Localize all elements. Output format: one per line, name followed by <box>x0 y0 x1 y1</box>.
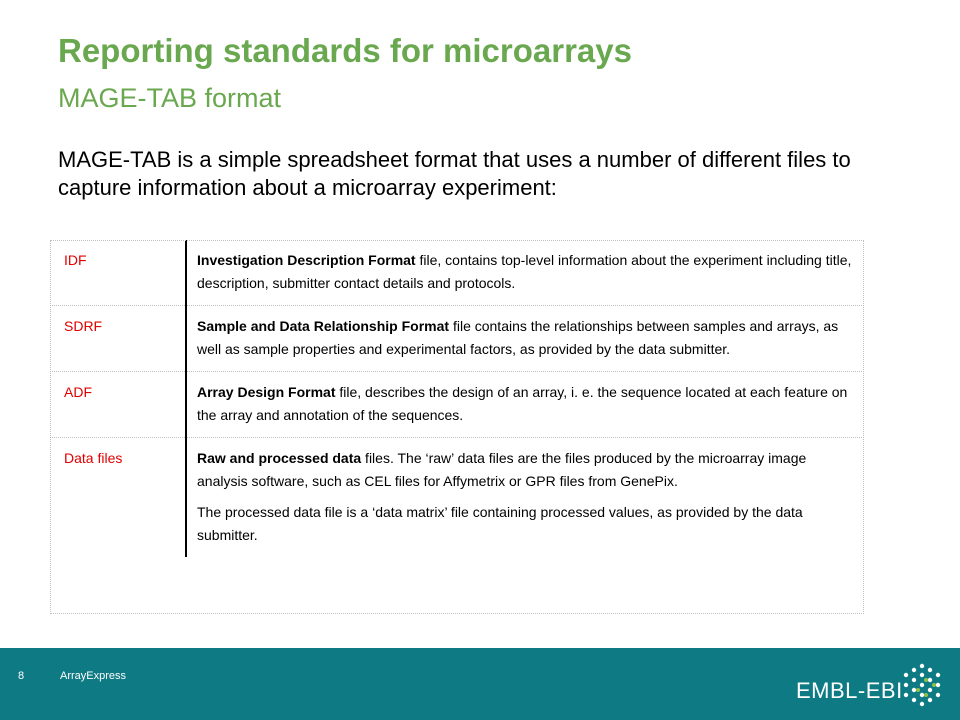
row-term: Sample and Data Relationship Format <box>197 318 450 334</box>
table-row <box>50 240 862 306</box>
logo-text: EMBL-EBI <box>796 678 903 703</box>
row-key: IDF <box>50 240 186 306</box>
table-row <box>50 372 862 438</box>
footer-label: ArrayExpress <box>60 670 127 682</box>
footer-bar <box>0 648 960 720</box>
row-term: Investigation Description Format <box>197 252 416 268</box>
row-description <box>186 240 862 306</box>
row-key: Data files <box>50 438 186 558</box>
row-description <box>186 438 862 558</box>
row-text: file, describes the design of an array, i. e. the sequence located at each feature on the array and annotation of the sequences. <box>197 384 848 423</box>
row-text: files. The ‘raw’ data files are the files produced by the microarray image analysis software, such as CEL files for Affymetrix or GPR files from GenePix. <box>197 450 807 489</box>
row-text: file contains the relationships between samples and arrays, as well as sample properties and experimental factors, as provided by the data submitter. <box>197 318 839 357</box>
embl-ebi-logo-icon <box>902 662 942 708</box>
row-term: Raw and processed data <box>197 450 362 466</box>
row-description <box>186 372 862 438</box>
table-row <box>50 438 862 558</box>
page-number: 8 <box>18 670 25 682</box>
table-row <box>50 306 862 372</box>
row-term: Array Design Format <box>197 384 336 400</box>
mage-tab-table <box>50 240 862 557</box>
slide-subtitle: MAGE-TAB format <box>58 83 282 113</box>
intro-text: MAGE-TAB is a simple spreadsheet format that uses a number of different files to capture information about a microarray experiment: <box>58 147 851 200</box>
row-text-extra: The processed data file is a ‘data matrix’ file containing processed values, as provided by the data submitter. <box>197 504 803 543</box>
row-text: file, contains top-level information about the experiment including title, description, submitter contact details and protocols. <box>197 252 852 291</box>
row-key: ADF <box>50 372 186 438</box>
row-key: SDRF <box>50 306 186 372</box>
row-description <box>186 306 862 372</box>
slide-title: Reporting standards for microarrays <box>58 32 632 69</box>
